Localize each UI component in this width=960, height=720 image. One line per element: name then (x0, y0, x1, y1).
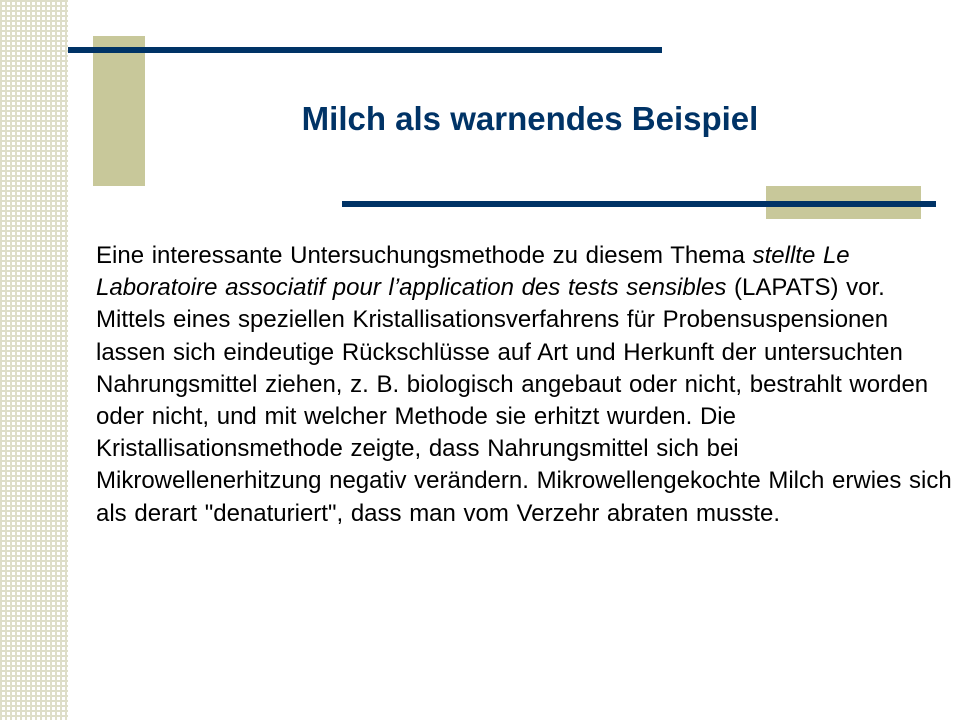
slide-title: Milch als warnendes Beispiel (301, 100, 759, 137)
decorative-bar-bottom (342, 201, 936, 207)
body-text-part1: Eine interessante Untersuchungsmethode zu diesem Thema (96, 242, 753, 269)
body-text-part2: (LAPATS) vor. Mittels eines speziellen Kristallisationsverfahrens für Probensuspensionen lassen sich eindeutige Rückschlüsse auf Art und Herkunft der untersuchten Nahrungsmittel ziehen, z. B. biologisch angebaut oder nicht, bestrahlt worden oder nicht, und mit welcher Methode sie erhitzt wurden. Die Kristallisationsmethode zeigte, dass Nahrungsmittel sich bei Mikrowellenerhitzung negativ verändern. Mikrowellengekochte Milch erwies sich als derart "denaturiert", dass man vom Verzehr abraten musste. (96, 274, 952, 527)
body-text-italic: stellte Le Laboratoire associatif pour l’application des tests sensibles (96, 242, 850, 302)
decorative-stripes (0, 0, 68, 720)
body-text (96, 240, 956, 530)
decorative-block-left (93, 36, 145, 186)
decorative-bar-top (68, 47, 662, 53)
